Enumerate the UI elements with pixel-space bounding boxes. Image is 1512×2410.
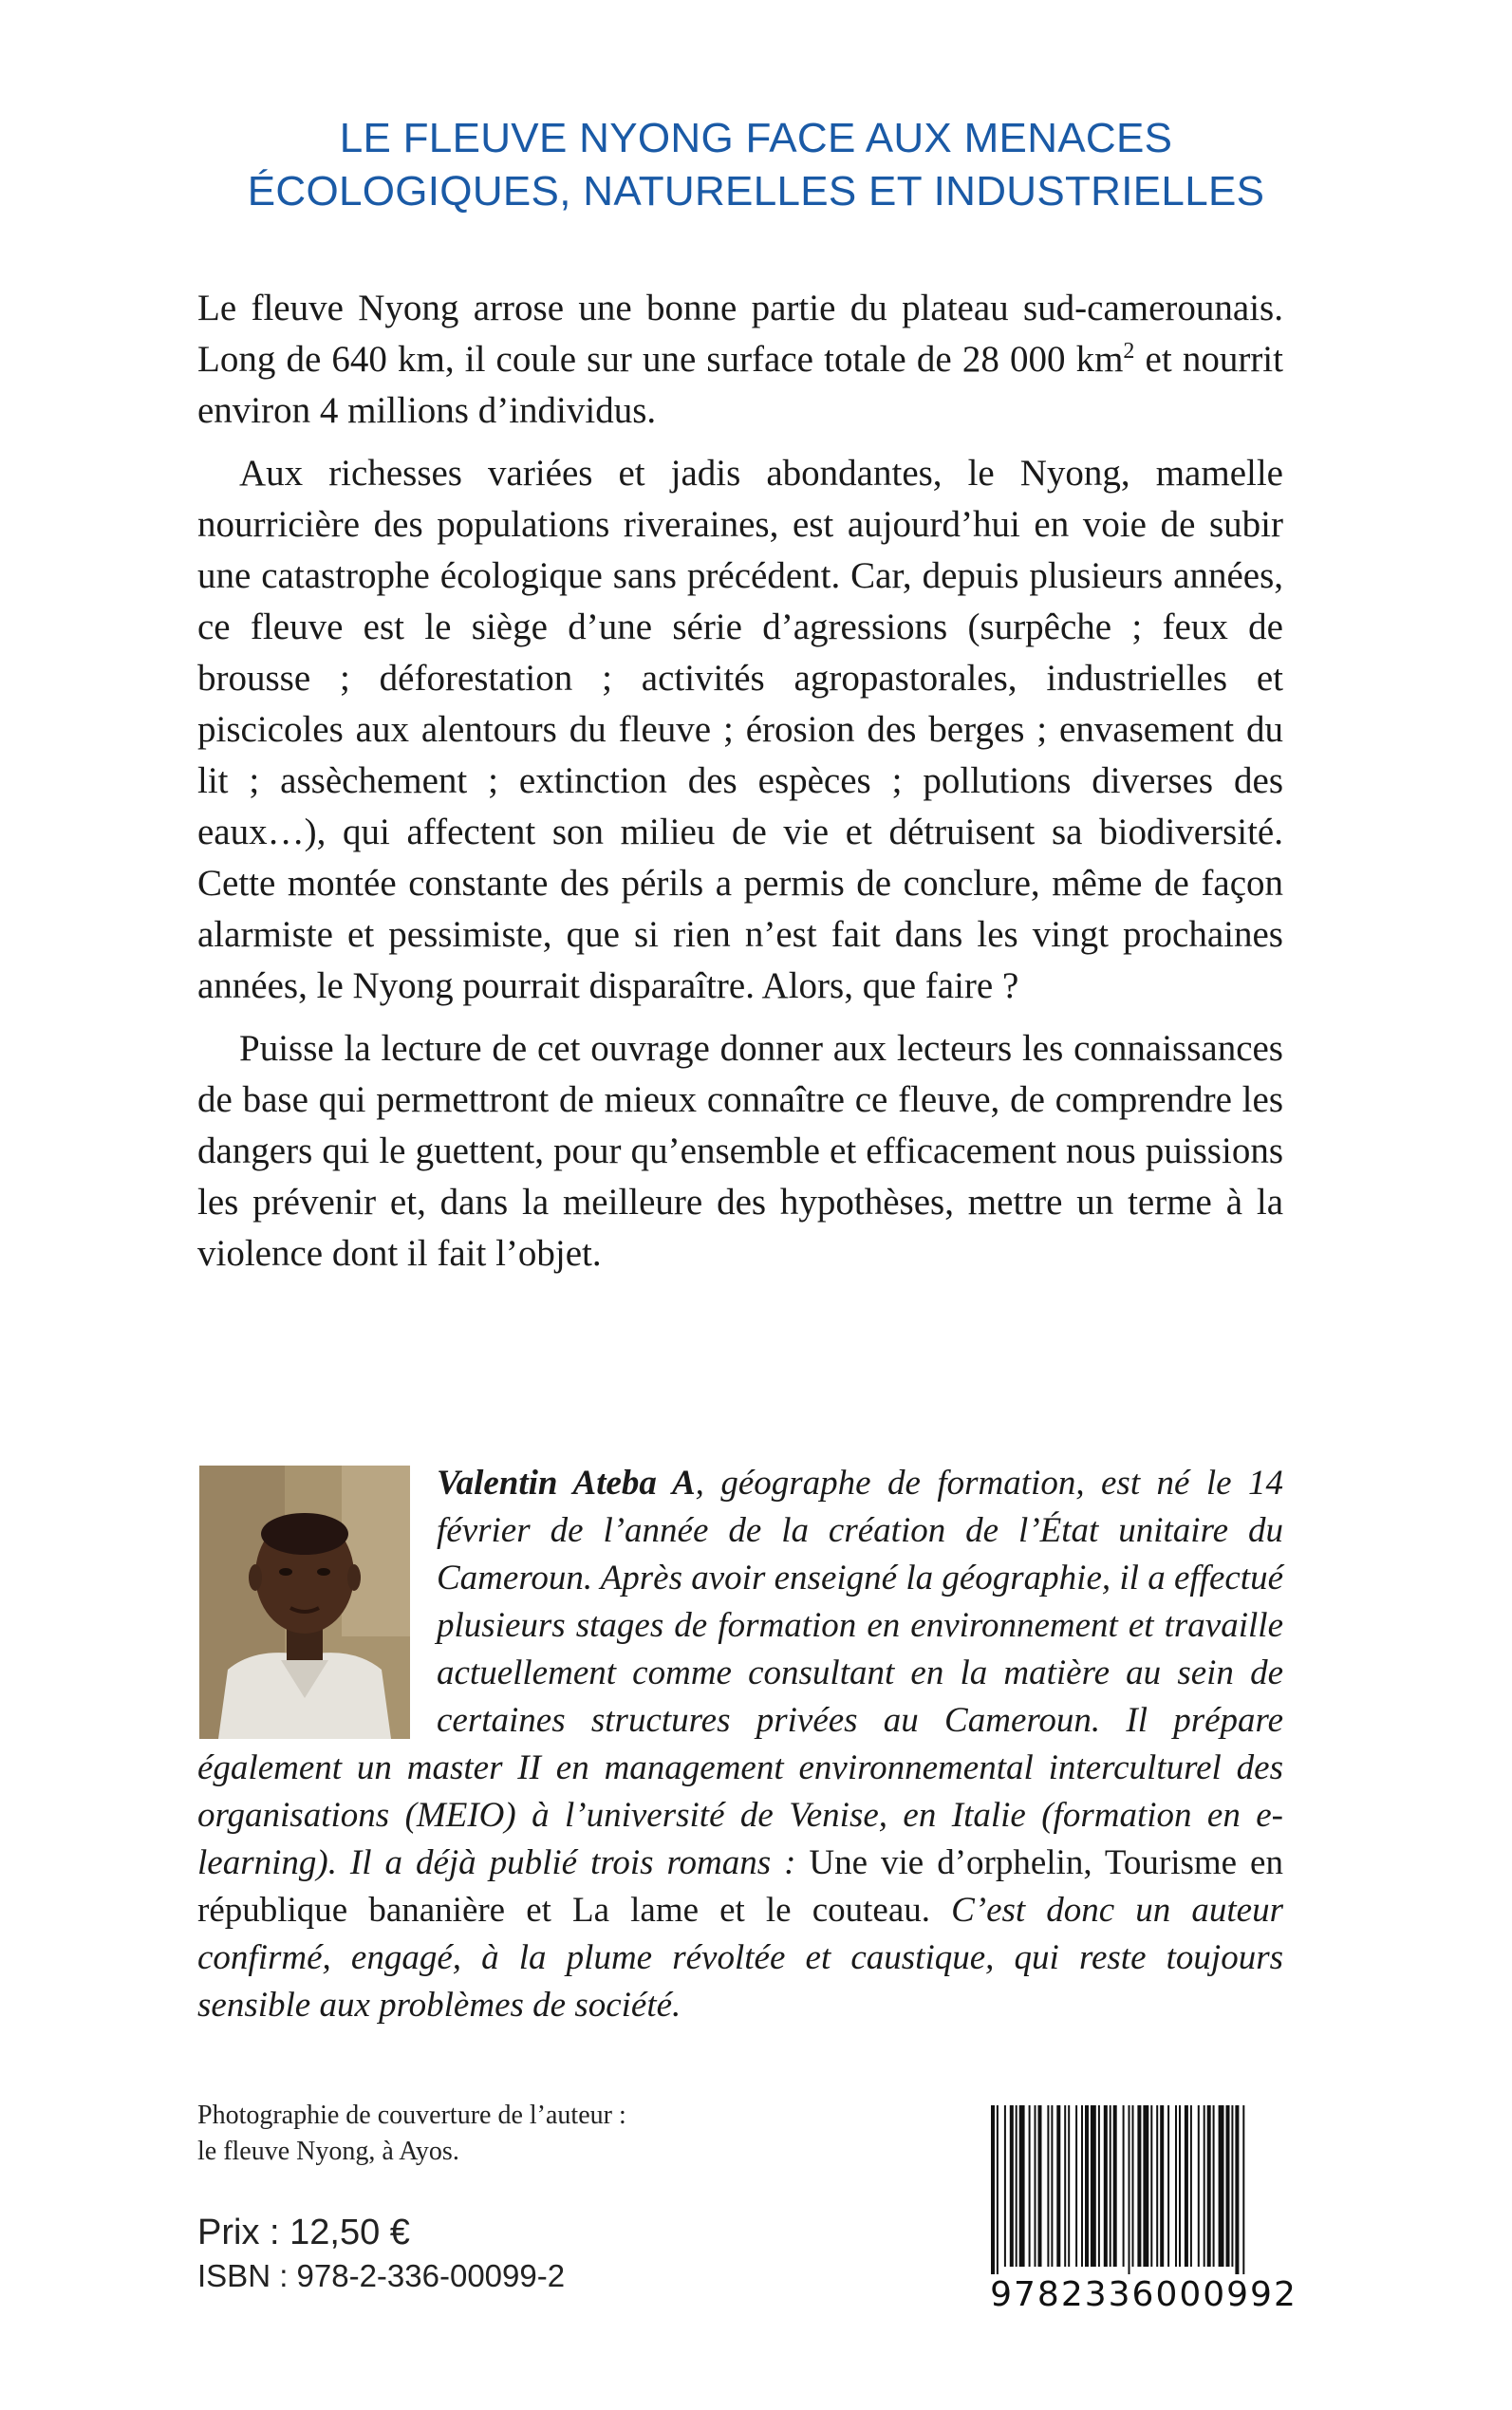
author-biography (197, 1460, 1283, 2029)
barcode-bar (1143, 2105, 1148, 2267)
book-title-line-2: ÉCOLOGIQUES, NATURELLES ET INDUSTRIELLES (247, 168, 1265, 215)
barcode-bar (1047, 2105, 1049, 2267)
barcode (987, 2105, 1300, 2301)
barcode-bar (1098, 2105, 1100, 2267)
barcode-bar (1038, 2105, 1042, 2267)
blurb-paragraph-2: Aux richesses variées et jadis abondantes, le Nyong, mamelle nourricière des populations riveraines, est aujourd’hui en voie de subir une catastrophe écologique sans précédent. Car, depuis plusieurs années, ce fleuve est le siège d’une série d’agressions (surpêche ; feux de brousse ; déforestation ; activités agropastorales, industrielles et piscicoles aux alentours du fleuve ; érosion des berges ; envasement du lit ; assèchement ; extinction des espèces ; pollutions diverses des eaux…), qui affectent son milieu de vie et détruisent sa biodiversité. Cette montée constante des périls a permis de conclure, même de façon alarmiste et pessimiste, que si rien n’est fait dans les vingt prochaines années, le Nyong pourrait disparaître. Alors, que faire ? (197, 453, 1283, 1006)
barcode-bar (1219, 2105, 1224, 2267)
photo-credit-line-2: le fleuve Nyong, à Ayos. (197, 2137, 459, 2166)
barcode-bar (1029, 2105, 1031, 2267)
barcode-bar (1132, 2105, 1134, 2267)
barcode-bar (1129, 2105, 1130, 2274)
barcode-bar (1113, 2105, 1117, 2267)
isbn: ISBN : 978-2-336-00099-2 (197, 2258, 566, 2293)
blurb-p1-text: Le fleuve Nyong arrose une bonne partie du plateau sud-camerounais. Long de 640 km, il coule sur une surface totale de 28 000 km (197, 288, 1283, 380)
bio-text-2: C’est donc un auteur confirmé, engagé, à la plume révoltée et caustique, qui reste toujours sensible aux problèmes de société. (197, 1891, 1283, 2025)
barcode-bar (1213, 2105, 1215, 2267)
barcode-bar (1035, 2105, 1036, 2267)
barcode-bar (1226, 2105, 1230, 2267)
barcode-bar (1091, 2105, 1096, 2267)
barcode-bar (1242, 2105, 1244, 2274)
price: Prix : 12,50 € (197, 2213, 410, 2252)
barcode-bar (1085, 2105, 1089, 2267)
book-title-line-1: LE FLEUVE NYONG FACE AUX MENACES (339, 115, 1173, 161)
barcode-bar (1190, 2105, 1192, 2267)
bio-text-1: , géographe de formation, est né le 14 février de l’année de la création de l’État unitaire du Cameroun. Après avoir enseigné la géographie, il a effectué plusieurs stages de formation en environnement et travaille actuellement comme consultant en la matière au sein de certaines structures privées au Cameroun. Il prépare également un master II en management environnemental interculturel des organisations (MEIO) à l’université de Venise, en Italie (formation en e-learning). Il a déjà publié trois romans : (197, 1464, 1283, 1882)
book-title (0, 112, 1512, 218)
blurb-paragraph-1 (197, 283, 1283, 437)
photo-credit (197, 2098, 767, 2170)
barcode-bar (1075, 2105, 1077, 2267)
barcode-bar (1019, 2105, 1025, 2267)
barcode-bar (1016, 2105, 1017, 2267)
barcode-bar (1004, 2105, 1006, 2267)
author-name: Valentin Ateba A (437, 1464, 696, 1503)
barcode-bar (1198, 2105, 1200, 2267)
photo-float-spacer (197, 1460, 437, 1743)
barcode-bar (1123, 2105, 1125, 2267)
barcode-digits: 9782336000992 (990, 2275, 1297, 2314)
barcode-bar (1231, 2105, 1233, 2267)
barcode-bar (1185, 2105, 1188, 2267)
barcode-bar (1137, 2105, 1141, 2267)
barcode-bar (1010, 2105, 1014, 2267)
barcode-bar (1179, 2105, 1181, 2267)
barcode-bar (1204, 2105, 1205, 2267)
blurb-paragraph-3: Puisse la lecture de cet ouvrage donner aux lecteurs les connaissances de base qui permettront de mieux connaître ce fleuve, de comprendre les dangers qui le guettent, pour qu’ensemble et efficacement nous puissions les prévenir et, dans la meilleure des hypothèses, mettre un terme à la violence dont il fait l’objet. (197, 1028, 1283, 1274)
barcode-bar (1110, 2105, 1111, 2267)
barcode-bar (1156, 2105, 1158, 2267)
barcode-bar (1150, 2105, 1152, 2267)
barcode-bar (1056, 2105, 1060, 2267)
blurb-p1-text-end: et nourrit environ 4 millions d’individus. (197, 339, 1283, 431)
barcode-bar (1064, 2105, 1066, 2267)
barcode-bar (1104, 2105, 1108, 2267)
barcode-bar (991, 2105, 995, 2274)
barcode-bar (1207, 2105, 1211, 2267)
photo-credit-line-1: Photographie de couverture de l’auteur : (197, 2101, 626, 2130)
barcode-bar (1051, 2105, 1053, 2267)
barcode-bar (1175, 2105, 1177, 2267)
barcode-bar (1160, 2105, 1164, 2267)
back-cover-blurb (197, 283, 1283, 1291)
barcode-bar (1235, 2105, 1239, 2274)
barcode-bar (997, 2105, 999, 2274)
barcode-bar (1068, 2105, 1070, 2267)
bio-book-titles: Une vie d’orphelin, Tourisme en république bananière et La lame et le couteau. (197, 1843, 1283, 1930)
barcode-bar (1167, 2105, 1169, 2267)
blurb-p1-superscript: 2 (1123, 339, 1135, 364)
barcode-bars (987, 2105, 1300, 2274)
barcode-bar (1081, 2105, 1083, 2267)
